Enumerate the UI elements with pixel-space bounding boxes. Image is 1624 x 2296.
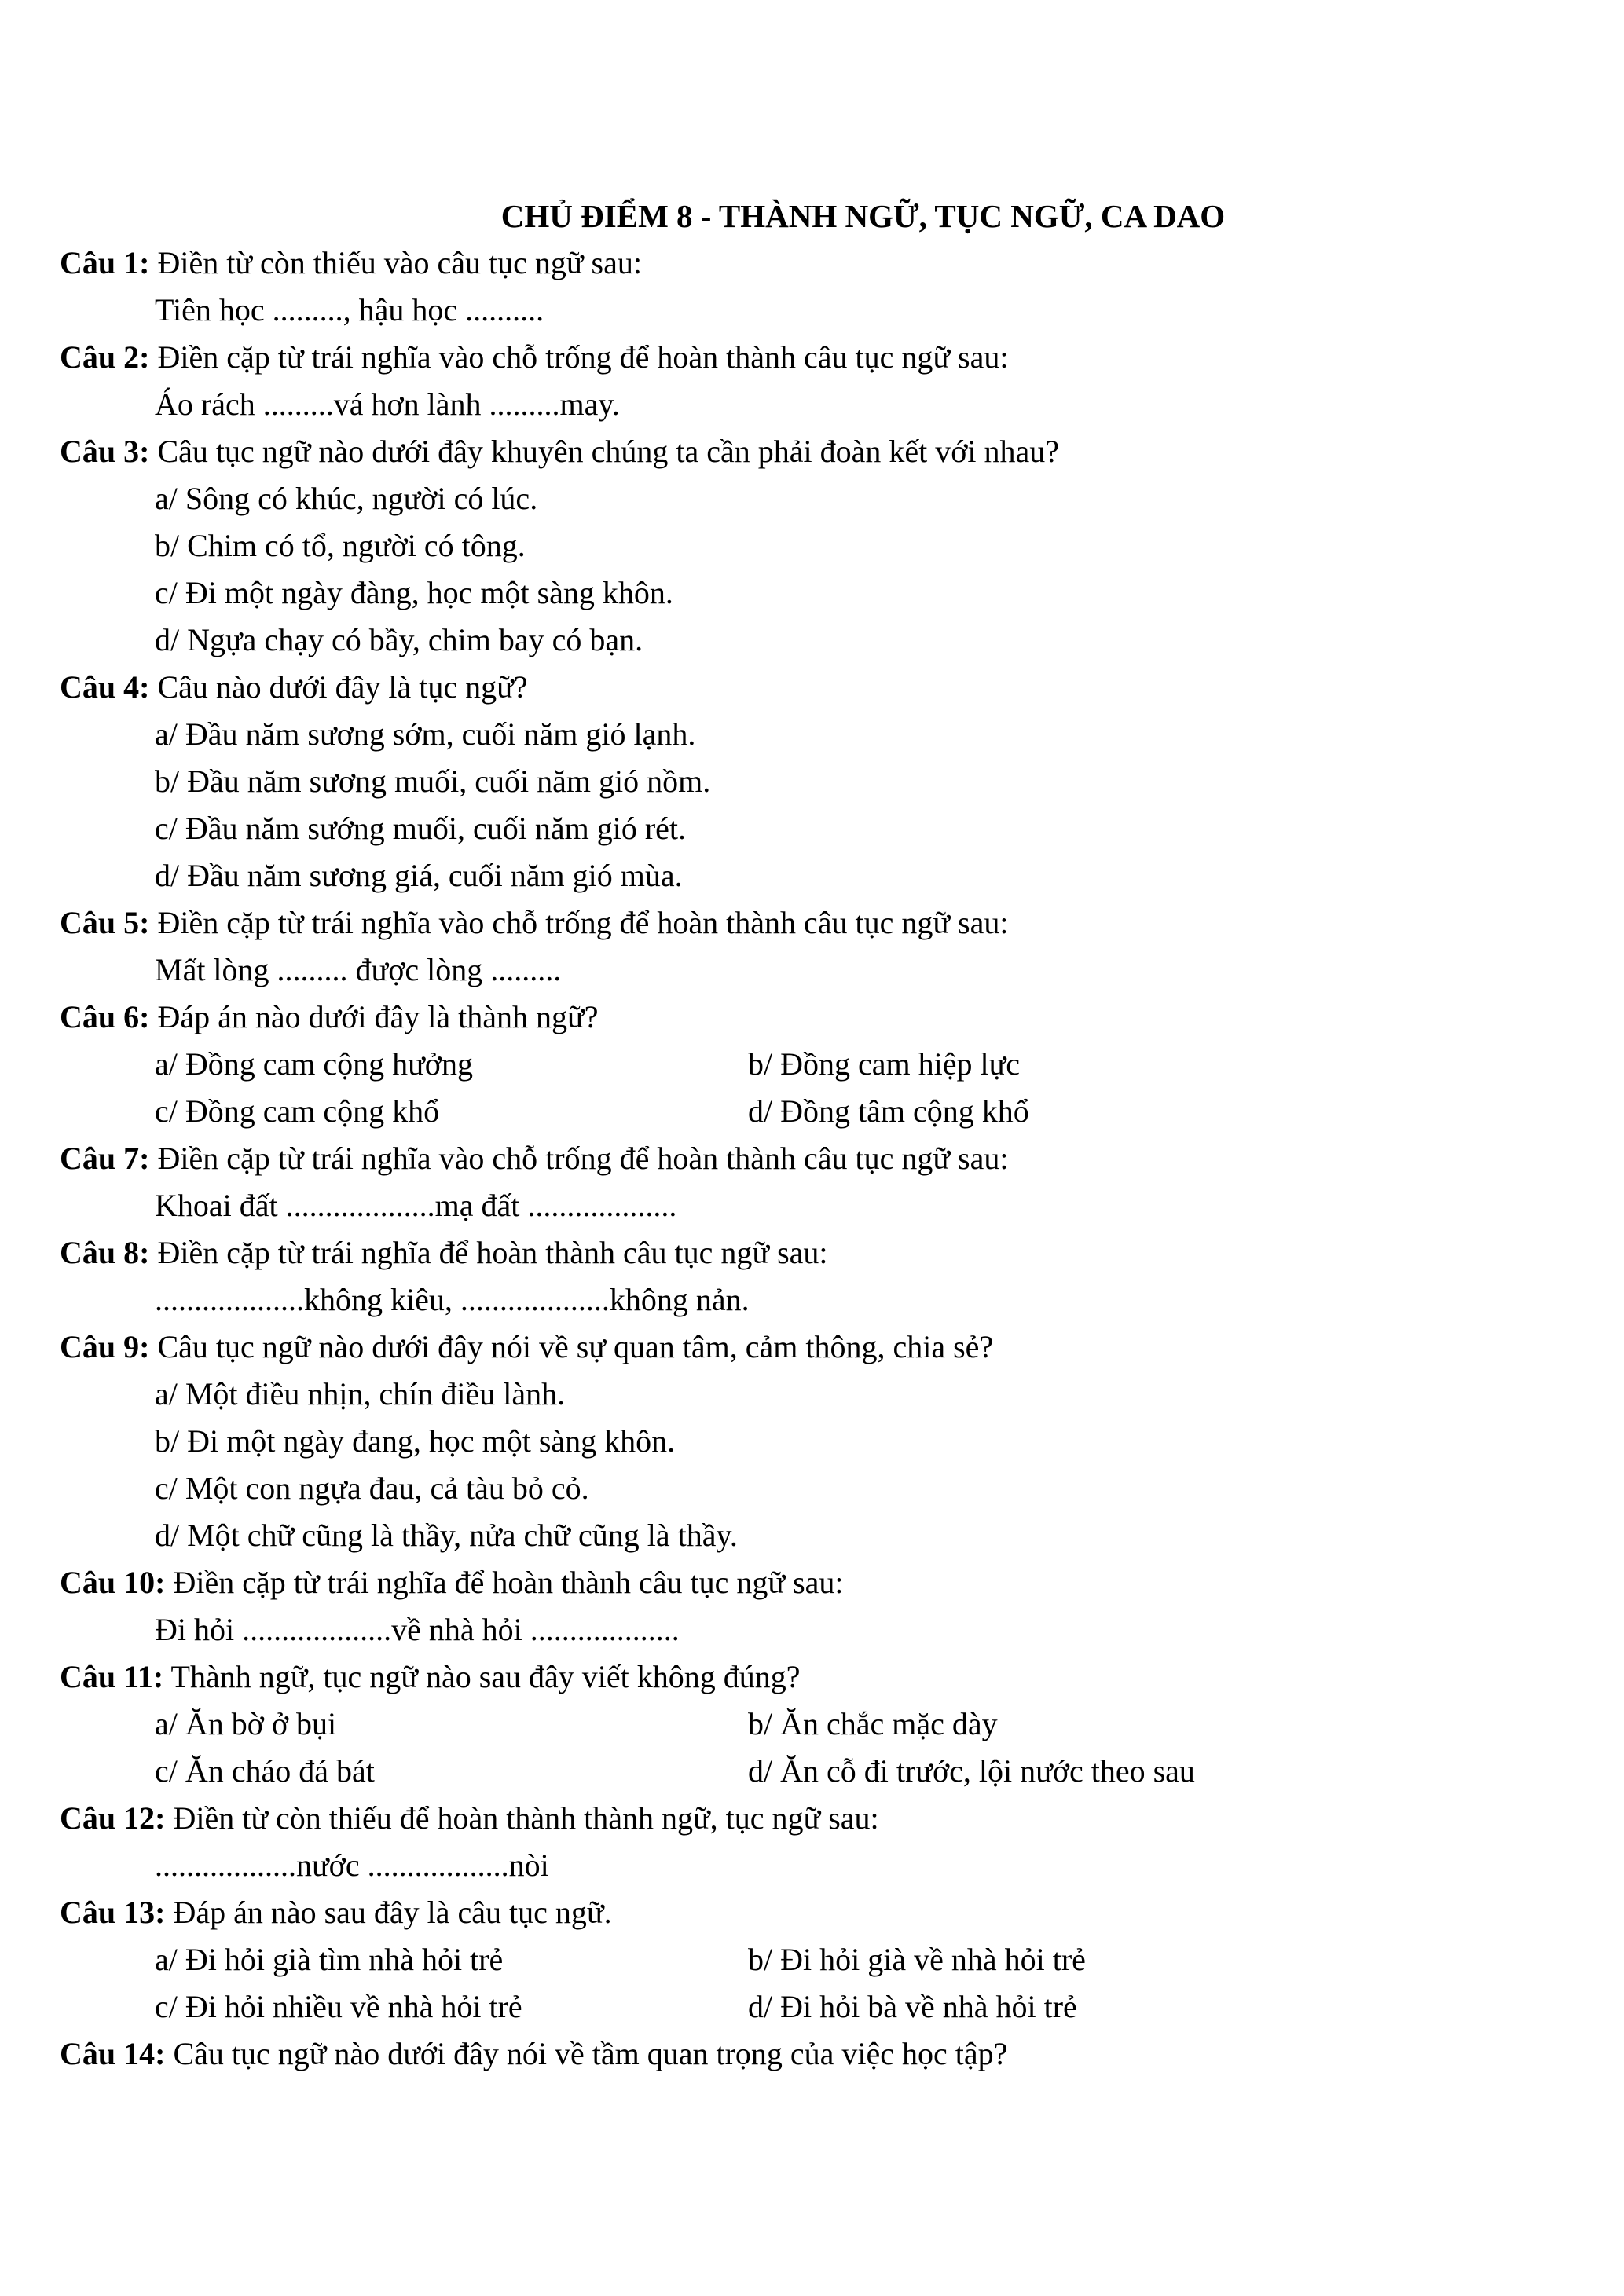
option-b: b/ Chim có tổ, người có tông. — [155, 528, 526, 563]
option-row — [60, 1701, 1592, 1748]
question-text: Đáp án nào sau đây là câu tục ngữ. — [165, 1895, 612, 1930]
option-b: b/ Ăn chắc mặc dày — [748, 1706, 998, 1741]
fill-in-line: ...................không kiêu, ...................không nản. — [155, 1282, 750, 1317]
question-number: Câu 10: — [60, 1565, 166, 1600]
page-title: CHỦ ĐIỂM 8 - THÀNH NGỮ, TỤC NGỮ, CA DAO — [500, 198, 1226, 234]
question-number: Câu 11: — [60, 1659, 164, 1694]
option-row — [60, 1936, 1592, 1983]
option-b: b/ Đi hỏi già về nhà hỏi trẻ — [748, 1942, 1086, 1977]
question-text: Điền cặp từ trái nghĩa vào chỗ trống để hoàn thành câu tục ngữ sau: — [149, 1141, 1009, 1176]
question-7 — [60, 1135, 1592, 1182]
question-number: Câu 5: — [60, 905, 150, 940]
option-b: b/ Đồng cam hiệp lực — [748, 1046, 1021, 1082]
option-d: d/ Ăn cỗ đi trước, lội nước theo sau — [748, 1753, 1195, 1789]
option-d: d/ Đầu năm sương giá, cuối năm gió mùa. — [155, 858, 683, 893]
option-a: a/ Sông có khúc, người có lúc. — [155, 481, 538, 516]
question-number: Câu 14: — [60, 2036, 166, 2071]
question-14 — [60, 2031, 1592, 2078]
question-6 — [60, 994, 1592, 1041]
option-b: b/ Đầu năm sương muối, cuối năm gió nồm. — [155, 764, 711, 799]
question-12 — [60, 1795, 1592, 1842]
fill-in-line: Khoai đất ...................mạ đất ................... — [155, 1188, 677, 1223]
fill-in-line: Đi hỏi ...................về nhà hỏi ................... — [155, 1612, 680, 1647]
option-c: c/ Đi hỏi nhiều về nhà hỏi trẻ — [155, 1989, 522, 2024]
question-text: Điền cặp từ trái nghĩa vào chỗ trống để hoàn thành câu tục ngữ sau: — [149, 339, 1009, 375]
option-c: c/ Đầu năm sướng muối, cuối năm gió rét. — [155, 811, 687, 846]
question-1 — [60, 240, 1592, 287]
option-a: a/ Đồng cam cộng hưởng — [155, 1046, 473, 1082]
fill-in-line: Tiên học ........., hậu học .......... — [155, 292, 544, 328]
option-row — [60, 1041, 1592, 1088]
question-number: Câu 12: — [60, 1800, 166, 1836]
question-number: Câu 9: — [60, 1329, 150, 1364]
question-number: Câu 6: — [60, 999, 150, 1034]
question-2 — [60, 334, 1592, 381]
option-c: c/ Đồng cam cộng khổ — [155, 1093, 440, 1129]
question-10 — [60, 1559, 1592, 1606]
question-text: Điền từ còn thiếu để hoàn thành thành ngữ, tục ngữ sau: — [165, 1800, 879, 1836]
question-3 — [60, 428, 1592, 475]
question-text: Câu tục ngữ nào dưới đây nói về sự quan tâm, cảm thông, chia sẻ? — [149, 1329, 994, 1364]
option-a: a/ Đầu năm sương sớm, cuối năm gió lạnh. — [155, 716, 696, 752]
question-text: Điền cặp từ trái nghĩa vào chỗ trống để hoàn thành câu tục ngữ sau: — [149, 905, 1009, 940]
fill-in-line: Áo rách .........vá hơn lành .........may. — [155, 386, 620, 422]
question-number: Câu 3: — [60, 434, 150, 469]
question-text: Câu tục ngữ nào dưới đây khuyên chúng ta cần phải đoàn kết với nhau? — [149, 434, 1060, 469]
question-9 — [60, 1324, 1592, 1371]
question-11 — [60, 1653, 1592, 1701]
question-number: Câu 7: — [60, 1141, 150, 1176]
option-c: c/ Một con ngựa đau, cả tàu bỏ cỏ. — [155, 1470, 589, 1506]
question-text: Điền cặp từ trái nghĩa để hoàn thành câu tục ngữ sau: — [149, 1235, 828, 1270]
question-number: Câu 1: — [60, 245, 150, 280]
fill-in-line: ..................nước ..................nòi — [155, 1847, 549, 1883]
option-b: b/ Đi một ngày đang, học một sàng khôn. — [155, 1423, 676, 1459]
question-text: Điền cặp từ trái nghĩa để hoàn thành câu tục ngữ sau: — [165, 1565, 844, 1600]
option-d: d/ Ngựa chạy có bầy, chim bay có bạn. — [155, 622, 643, 657]
question-number: Câu 2: — [60, 339, 150, 375]
question-number: Câu 8: — [60, 1235, 150, 1270]
option-row — [60, 1088, 1592, 1135]
option-c: c/ Đi một ngày đàng, học một sàng khôn. — [155, 575, 673, 610]
fill-in-line: Mất lòng ......... được lòng ......... — [155, 952, 562, 987]
question-list — [60, 240, 1592, 2078]
option-row — [60, 1748, 1592, 1795]
question-text: Điền từ còn thiếu vào câu tục ngữ sau: — [149, 245, 642, 280]
option-d: d/ Đồng tâm cộng khổ — [748, 1093, 1029, 1129]
option-d: d/ Một chữ cũng là thầy, nửa chữ cũng là thầy. — [155, 1518, 738, 1553]
question-text: Đáp án nào dưới đây là thành ngữ? — [149, 999, 599, 1034]
option-a: a/ Một điều nhịn, chín điều lành. — [155, 1376, 566, 1412]
question-8 — [60, 1229, 1592, 1276]
question-text: Câu nào dưới đây là tục ngữ? — [149, 669, 528, 705]
option-a: a/ Ăn bờ ở bụi — [155, 1706, 337, 1741]
question-5 — [60, 899, 1592, 947]
option-d: d/ Đi hỏi bà về nhà hỏi trẻ — [748, 1989, 1077, 2024]
option-a: a/ Đi hỏi già tìm nhà hỏi trẻ — [155, 1942, 504, 1977]
option-c: c/ Ăn cháo đá bát — [155, 1753, 375, 1789]
option-row — [60, 1983, 1592, 2031]
question-13 — [60, 1889, 1592, 1936]
question-text: Thành ngữ, tục ngữ nào sau đây viết không đúng? — [163, 1659, 801, 1694]
question-4 — [60, 664, 1592, 711]
question-number: Câu 4: — [60, 669, 150, 705]
question-number: Câu 13: — [60, 1895, 166, 1930]
question-text: Câu tục ngữ nào dưới đây nói về tầm quan trọng của việc học tập? — [165, 2036, 1008, 2071]
